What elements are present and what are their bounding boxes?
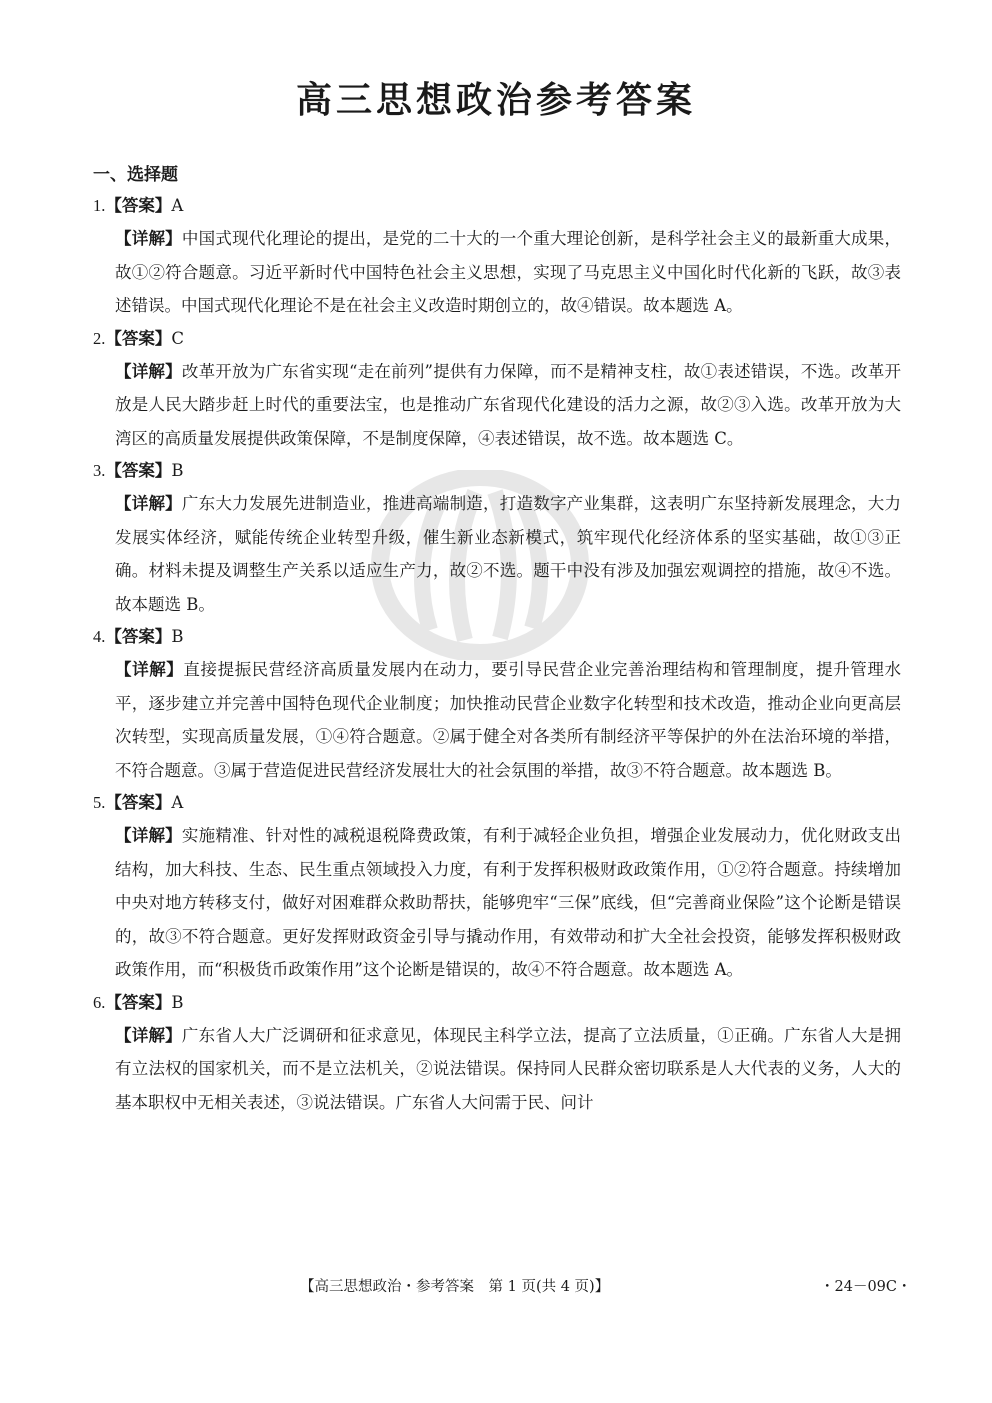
explanation (115, 222, 901, 323)
explain-tag: 【详解】 (115, 826, 182, 845)
explanation (115, 355, 901, 456)
page-title: 高三思想政治参考答案 (295, 80, 696, 121)
answer-line (93, 455, 901, 487)
explanation (115, 653, 901, 787)
explanation-text: 广东大力发展先进制造业，推进高端制造，打造数字产业集群，这表明广东坚持新发展理念，大力发展实体经济，赋能传统企业转型升级，催生新业态新模式，筑牢现代化经济体系的坚实基础，故①③正确。材料未提及调整生产关系以适应生产力，故②不选。题干中没有涉及加强宏观调控的措施，故④不选。故本题选 B。 (115, 494, 902, 614)
answer-tag: 【答案】 (105, 328, 172, 348)
answer-line (93, 621, 901, 653)
question-item (93, 787, 901, 987)
explanation-text: 改革开放为广东省实现“走在前列”提供有力保障，而不是精神支柱，故①表述错误，不选。改革开放是人民大踏步赶上时代的重要法宝，也是推动广东省现代化建设的活力之源，故②③入选。改革开放为大湾区的高质量发展提供政策保障，不是制度保障，④表述错误，故不选。故本题选 C。 (115, 361, 902, 448)
question-number: 3. (93, 461, 106, 480)
answer-line (93, 323, 901, 355)
question-number: 6. (93, 992, 106, 1012)
explanation-text: 实施精准、针对性的减税退税降费政策，有利于减轻企业负担，增强企业发展动力，优化财政支出结构，加大科技、生态、民生重点领域投入力度，有利于发挥积极财政政策作用，①②符合题意。持续增加中央对地方转移支付，做好对困难群众救助帮扶，能够兜牢“三保”底线，但“完善商业保险”这个论断是错误的，故③不符合题意。更好发挥财政资金引导与撬动作用，有效带动和扩大全社会投资，能够发挥积极财政政策作用，而“积极货币政策作用”这个论断是错误的，故④不符合题意。故本题选 A。 (115, 826, 902, 979)
explanation-text: 中国式现代化理论的提出，是党的二十大的一个重大理论创新，是科学社会主义的最新重大成果，故①②符合题意。习近平新时代中国特色社会主义思想，实现了马克思主义中国化时代化新的飞跃，故③表述错误。中国式现代化理论不是在社会主义改造时期创立的，故④错误。故本题选 A。 (115, 229, 902, 315)
explain-tag: 【详解】 (115, 660, 184, 679)
answer-value: C (171, 328, 184, 348)
answer-value: B (171, 461, 184, 480)
footer-code: ・24－09C・ (820, 1279, 912, 1295)
explanation (115, 487, 901, 621)
explain-tag: 【详解】 (115, 494, 182, 513)
answer-tag: 【答案】 (105, 461, 172, 480)
question-number: 2. (93, 328, 106, 348)
section-heading: 一、选择题 (93, 165, 178, 185)
explanation-text: 直接提振民营经济高质量发展内在动力，要引导民营企业完善治理结构和管理制度，提升管理水平，逐步建立并完善中国特色现代企业制度；加快推动民营企业数字化转型和技术改造，推动企业向更高层次转型，实现高质量发展，①④符合题意。②属于健全对各类所有制经济平等保护的外在法治环境的举措，不符合题意。③属于营造促进民营经济发展壮大的社会氛围的举措，故③不符合题意。故本题选 B。 (115, 660, 902, 780)
answer-value: A (171, 196, 184, 215)
explanation (115, 819, 901, 987)
answer-tag: 【答案】 (105, 793, 172, 812)
question-item (93, 323, 901, 456)
explanation-text: 广东省人大广泛调研和征求意见，体现民主科学立法，提高了立法质量，①正确。广东省人大是拥有立法权的国家机关，而不是立法机关，②说法错误。保持同人民群众密切联系是人大代表的义务，人大的基本职权中无相关表述，③说法错误。广东省人大问需于民、问计 (115, 1025, 902, 1112)
question-item (93, 455, 901, 621)
answer-value: B (171, 992, 184, 1012)
answer-tag: 【答案】 (105, 992, 172, 1012)
footer-page-info: 【高三思想政治・参考答案 第 1 页(共 4 页)】 (300, 1279, 610, 1295)
explain-tag: 【详解】 (115, 361, 182, 381)
question-number: 1. (93, 196, 106, 215)
answer-line (93, 987, 901, 1019)
question-number: 4. (93, 627, 106, 646)
question-item (93, 987, 901, 1120)
answer-line (93, 190, 901, 222)
answer-value: A (171, 793, 184, 812)
question-number: 5. (93, 793, 106, 812)
explain-tag: 【详解】 (115, 229, 182, 248)
questions-list (93, 190, 901, 1119)
answer-tag: 【答案】 (105, 196, 172, 215)
question-item (93, 621, 901, 787)
explain-tag: 【详解】 (115, 1025, 182, 1045)
answer-line (93, 787, 901, 819)
question-item (93, 190, 901, 323)
answer-tag: 【答案】 (105, 627, 172, 646)
explanation (115, 1019, 901, 1120)
answer-value: B (171, 627, 184, 646)
